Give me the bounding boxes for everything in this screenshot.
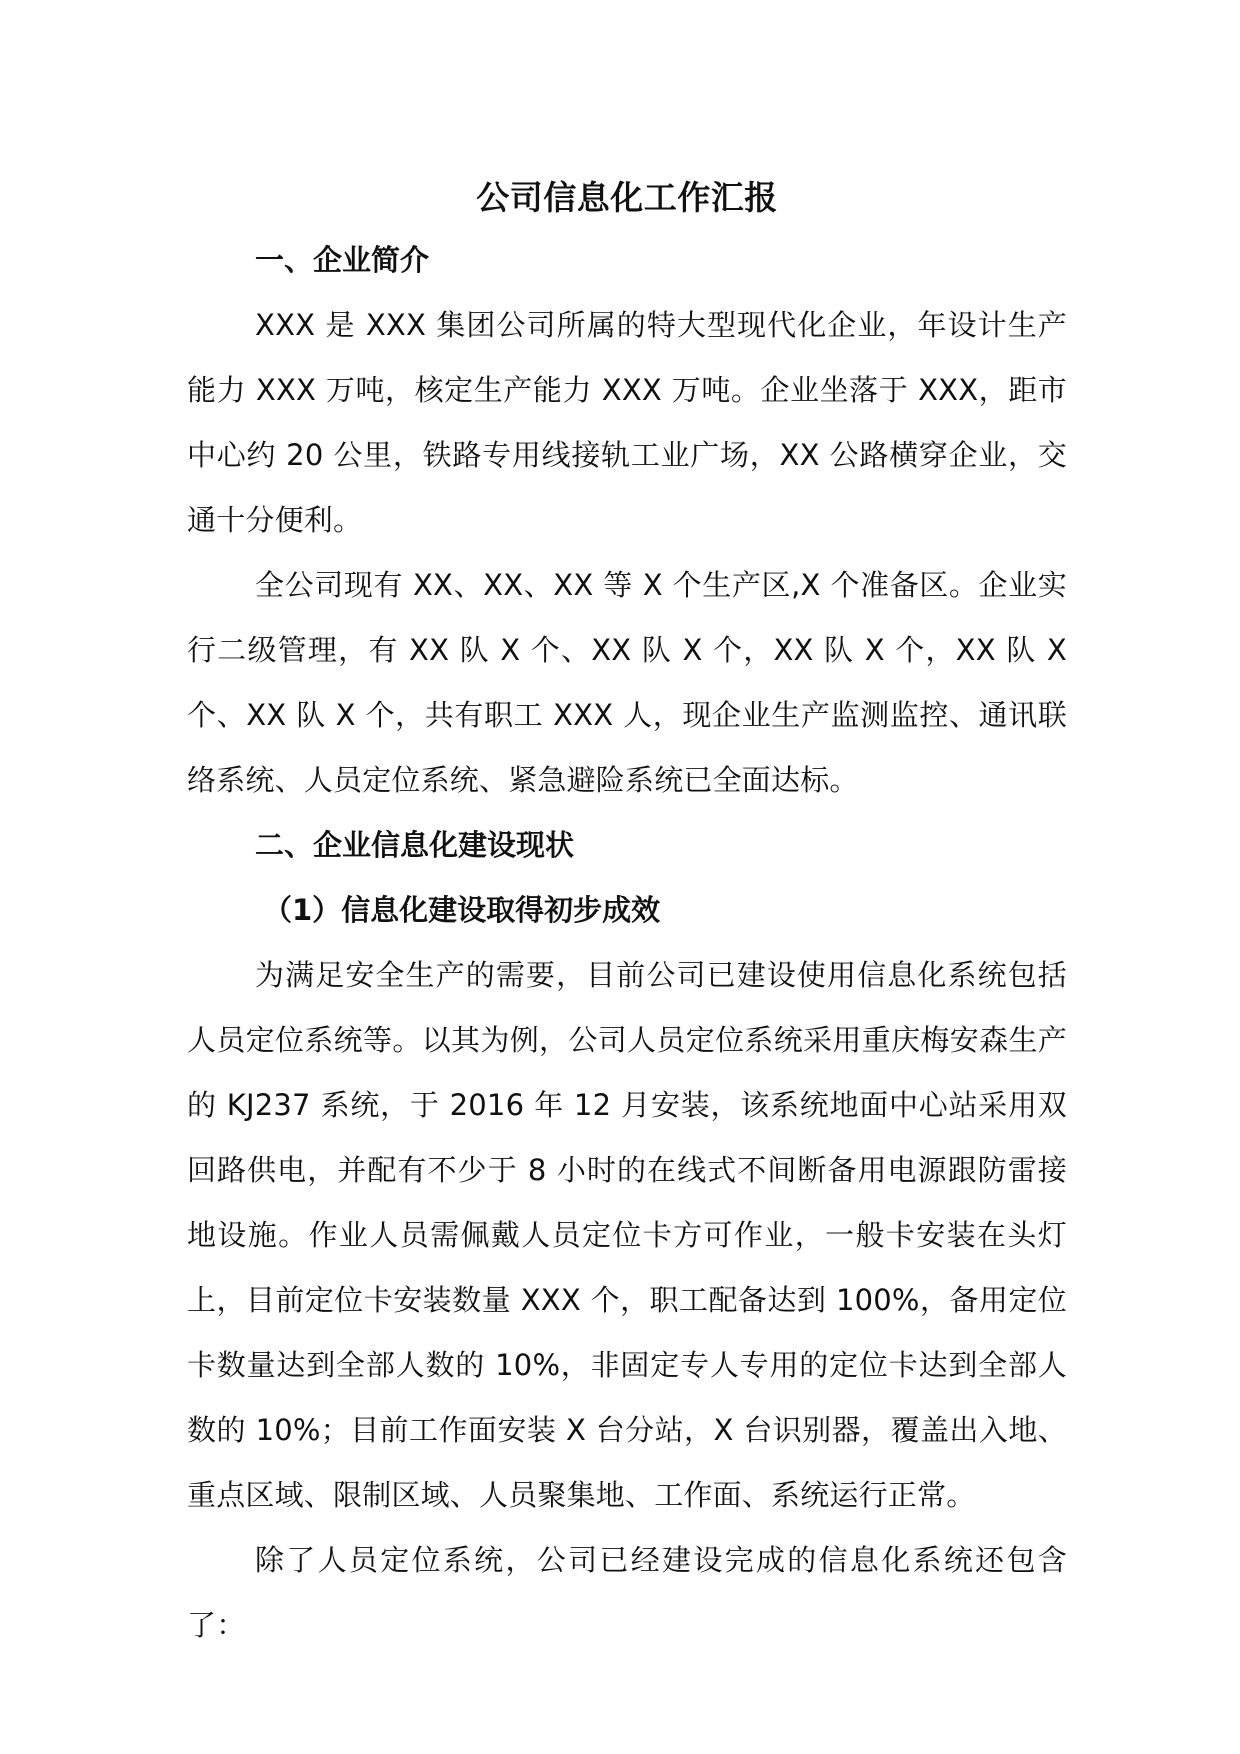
subsection-heading-initial-results: （1）信息化建设取得初步成效 — [263, 893, 661, 927]
paragraph-company-structure: 全公司现有 XX、XX、XX 等 X 个生产区,X 个准备区。企业实行二级管理，有 XX 队 X 个、XX 队 X 个，XX 队 X 个，XX 队 X 个、XX 队 X 个，共有职工 XXX 人，现企业生产监测监控、通讯联络系统、人员定位系统、紧急避险系统已全面达标。 — [187, 568, 1067, 797]
document-title: 公司信息化工作汇报 — [476, 178, 778, 217]
section-heading-it-status: 二、企业信息化建设现状 — [255, 828, 575, 862]
document-body — [187, 168, 1067, 1658]
paragraph-company-overview: XXX 是 XXX 集团公司所属的特大型现代化企业，年设计生产能力 XXX 万吨，核定生产能力 XXX 万吨。企业坐落于 XXX，距市中心约 20 公里，铁路专用线接轨工业广场，XX 公路横穿企业，交通十分便利。 — [187, 308, 1067, 537]
section-heading-company-intro: 一、企业简介 — [255, 243, 430, 277]
paragraph-other-systems-intro: 除了人员定位系统，公司已经建设完成的信息化系统还包含了： — [187, 1543, 1067, 1642]
paragraph-positioning-system: 为满足安全生产的需要，目前公司已建设使用信息化系统包括人员定位系统等。以其为例，公司人员定位系统采用重庆梅安森生产的 KJ237 系统，于 2016 年 12 月安装，该系统地面中心站采用双回路供电，并配有不少于 8 小时的在线式不间断备用电源跟防雷接地设施。作业人员需佩戴人员定位卡方可作业，一般卡安装在头灯上，目前定位卡安装数量 XXX 个，职工配备达到 100%，备用定位卡数量达到全部人数的 10%，非固定专人专用的定位卡达到全部人数的 10%；目前工作面安装 X 台分站，X 台识别器，覆盖出入地、重点区域、限制区域、人员聚集地、工作面、系统运行正常。 — [187, 958, 1067, 1512]
